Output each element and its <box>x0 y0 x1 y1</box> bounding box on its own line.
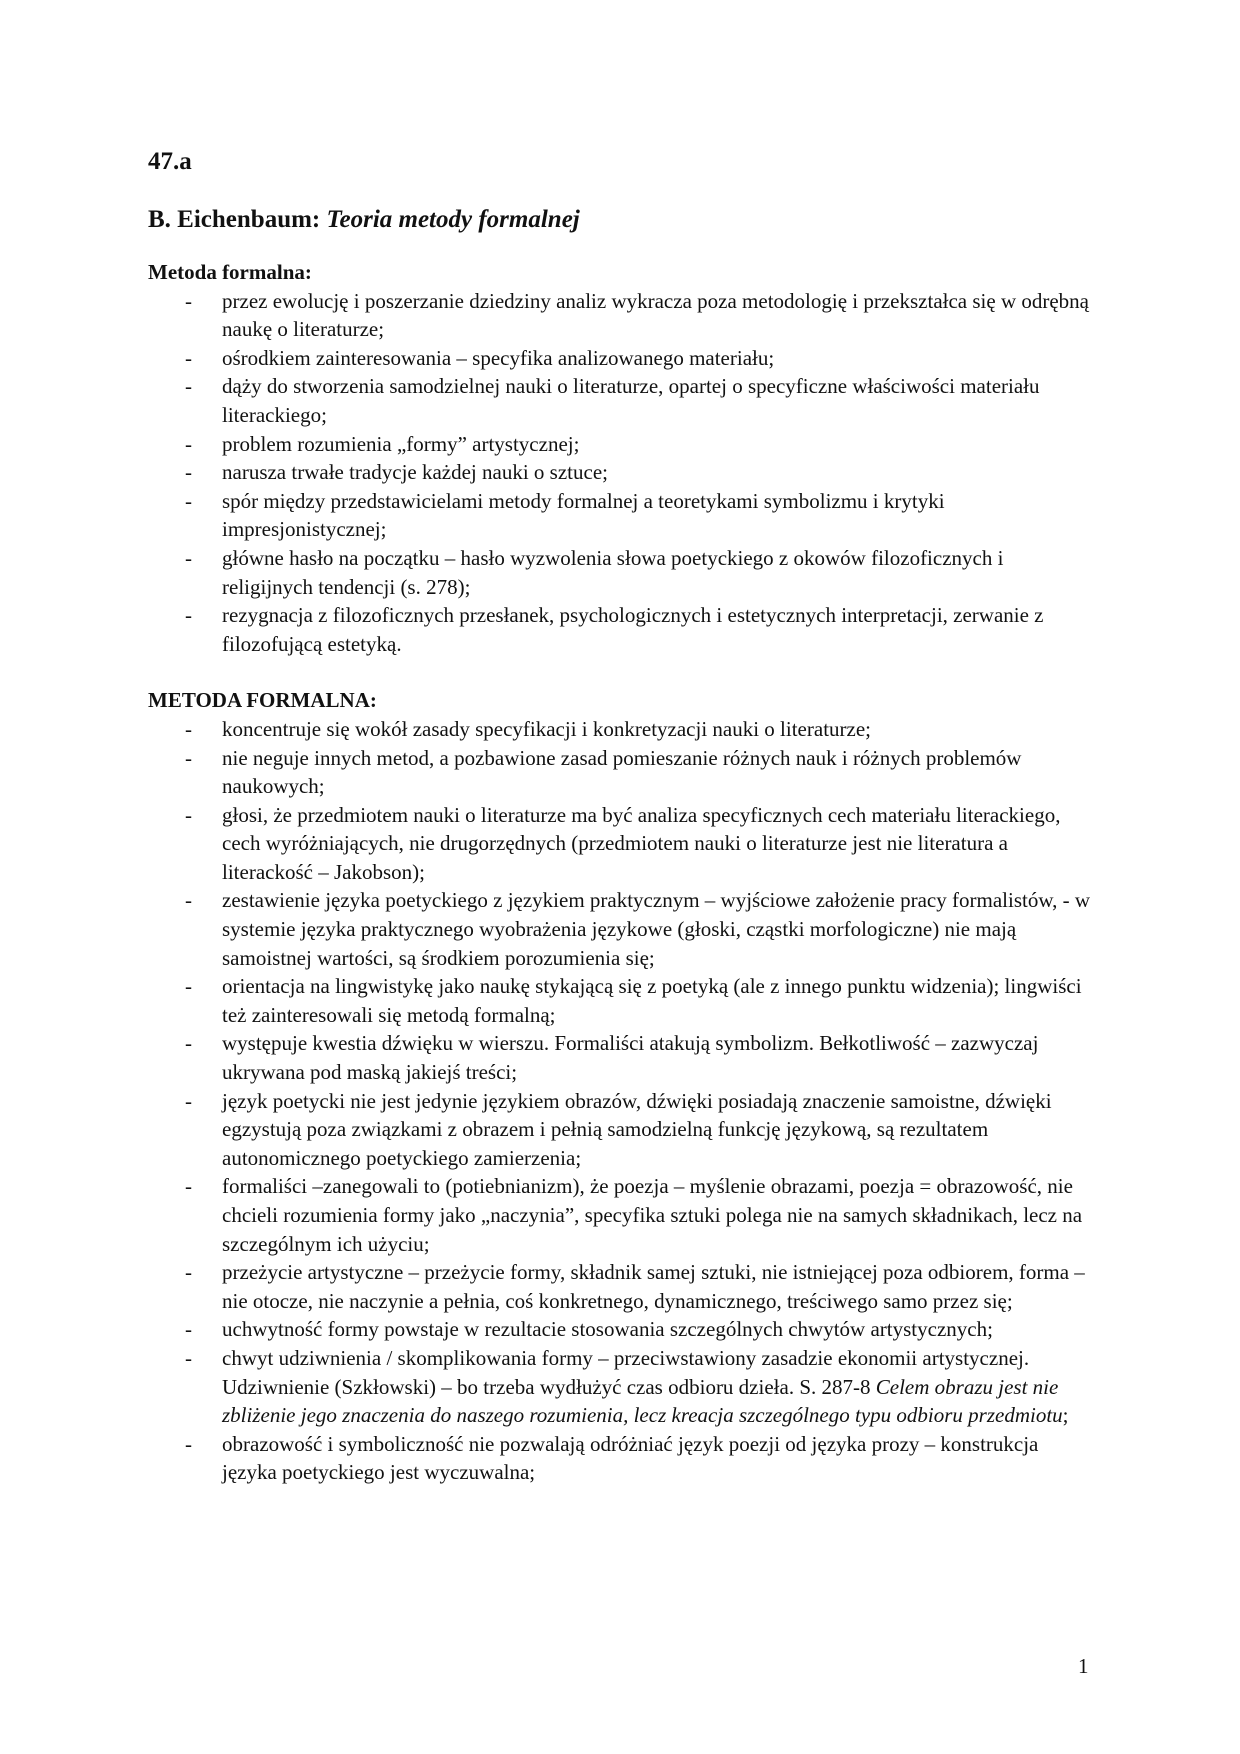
list-item-text: chwyt udziwnienia / skomplikowania formy – przeciwstawiony zasadzie ekonomii artystycznej. Udziwnienie (Szkłowski) – bo trzeba wydłużyć czas odbioru dzieła. S. 287-8 <box>222 1345 1030 1399</box>
page-content <box>148 142 1098 1487</box>
list-item-text: dąży do stworzenia samodzielnej nauki o literaturze, opartej o specyficzne właściwości materiału literackiego; <box>222 374 1040 427</box>
list-item-text: uchwytność formy powstaje w rezultacie stosowania szczególnych chwytów artystycznych; <box>222 1317 993 1342</box>
bullet-dash: - <box>185 1031 192 1056</box>
section1-list <box>148 287 1098 659</box>
italic-quote: Celem obrazu jest nie zbliżenie jego znaczenia do naszego rozumienia, lecz kreacja szczególnego typu odbioru przedmiotu <box>222 1374 1063 1428</box>
section-heading-metoda-formalna: Metoda formalna: <box>148 260 312 284</box>
list-item <box>148 801 1098 887</box>
bullet-dash: - <box>185 1088 192 1113</box>
bullet-dash: - <box>185 545 192 570</box>
bullet-dash: - <box>185 888 192 913</box>
title-work: Teoria metody formalnej <box>326 206 580 233</box>
section2-list <box>148 715 1098 1487</box>
list-item <box>148 1344 1098 1430</box>
list-item <box>148 544 1098 601</box>
list-item <box>148 1430 1098 1487</box>
list-item-text: narusza trwałe tradycje każdej nauki o sztuce; <box>222 460 608 485</box>
list-item <box>148 344 1098 373</box>
list-item <box>148 1029 1098 1086</box>
document-title <box>148 200 1098 240</box>
list-item-text: przeżycie artystyczne – przeżycie formy, składnik samej sztuki, nie istniejącej poza odbiorem, forma – nie otocze, nie naczynie a pełnia, coś konkretnego, dynamicznego, treściwego samo przez się; <box>222 1260 1085 1313</box>
list-item-text: język poetycki nie jest jedynie językiem obrazów, dźwięki posiadają znaczenie samoistne, dźwięki egzystują poza związkami z obrazem i pełnią samodzielną funkcję językową, są rezultatem autonomicznego poetyckiego zamierzenia; <box>222 1088 1052 1170</box>
page-number: 1 <box>1078 1654 1089 1678</box>
document-number: 47.a <box>148 148 192 175</box>
bullet-dash: - <box>185 802 192 827</box>
list-item <box>148 1315 1098 1344</box>
list-item <box>148 715 1098 744</box>
bullet-dash: - <box>185 374 192 399</box>
bullet-dash: - <box>185 974 192 999</box>
list-item-text: obrazowość i symboliczność nie pozwalają odróżniać język poezji od języka prozy – konstrukcja języka poetyckiego jest wyczuwalna; <box>222 1431 1039 1485</box>
list-item-text: głosi, że przedmiotem nauki o literaturze ma być analiza specyficznych cech materiału literackiego, cech wyróżniających, nie drugorzędnych (przedmiotem nauki o literaturze jest nie literatura a literackość – Jakobson); <box>222 802 1061 884</box>
list-item <box>148 372 1098 429</box>
list-item-text: orientacja na lingwistykę jako naukę stykającą się z poetyką (ale z innego punktu widzenia); lingwiści też zainteresowali się metodą formalną; <box>222 974 1082 1027</box>
bullet-dash: - <box>185 1260 192 1285</box>
bullet-dash: - <box>185 1431 192 1456</box>
bullet-dash: - <box>185 345 192 370</box>
list-item-text: rezygnacja z filozoficznych przesłanek, psychologicznych i estetycznych interpretacji, zerwanie z filozofującą estetyką. <box>222 603 1044 656</box>
list-item <box>148 744 1098 801</box>
bullet-dash: - <box>185 1345 192 1370</box>
list-item <box>148 601 1098 658</box>
list-item-text: zestawienie języka poetyckiego z językiem praktycznym – wyjściowe założenie pracy formalistów, - w systemie języka praktycznego wyobrażenia językowe (głoski, cząstki morfologiczne) nie mają samoistnej wartości, są środkiem porozumienia się; <box>222 888 1091 970</box>
bullet-dash: - <box>185 716 192 741</box>
list-item <box>148 886 1098 972</box>
bullet-dash: - <box>185 1174 192 1199</box>
list-item <box>148 458 1098 487</box>
section-heading-metoda-formalna-caps: METODA FORMALNA: <box>148 688 377 713</box>
list-item-text: ośrodkiem zainteresowania – specyfika analizowanego materiału; <box>222 345 775 370</box>
list-item <box>148 287 1098 344</box>
list-item <box>148 1087 1098 1173</box>
bullet-dash: - <box>185 488 192 513</box>
bullet-dash: - <box>185 431 192 456</box>
list-item-text: przez ewolucję i poszerzanie dziedziny analiz wykracza poza metodologię i przekształca się w odrębną naukę o literaturze; <box>222 288 1089 342</box>
list-item <box>148 1172 1098 1258</box>
bullet-dash: - <box>185 745 192 770</box>
list-item-text: problem rozumienia „formy” artystycznej; <box>222 431 580 456</box>
list-item-text: spór między przedstawicielami metody formalnej a teoretykami symbolizmu i krytyki impresjonistycznej; <box>222 488 945 542</box>
list-item-text: koncentruje się wokół zasady specyfikacji i konkretyzacji nauki o literaturze; <box>222 716 872 741</box>
list-item-text-end: ; <box>1062 1403 1069 1428</box>
list-item <box>148 430 1098 459</box>
list-item <box>148 1258 1098 1315</box>
list-item-text: nie neguje innych metod, a pozbawione zasad pomieszanie różnych nauk i różnych problemów naukowych; <box>222 745 1022 799</box>
list-item-text: formaliści –zanegowali to (potiebnianizm), że poezja – myślenie obrazami, poezja = obrazowość, nie chcieli rozumienia formy jako „naczynia”, specyfika sztuki polega nie na samych składnikach, lecz na szczególnym ich użyciu; <box>222 1174 1083 1256</box>
list-item <box>148 487 1098 544</box>
bullet-dash: - <box>185 1317 192 1342</box>
list-item-text: występuje kwestia dźwięku w wierszu. Formaliści atakują symbolizm. Bełkotliwość – zazwyczaj ukrywana pod maską jakiejś treści; <box>222 1031 1039 1085</box>
bullet-dash: - <box>185 288 192 313</box>
title-author: B. Eichenbaum: <box>148 206 327 233</box>
list-item <box>148 972 1098 1029</box>
bullet-dash: - <box>185 603 192 628</box>
list-item-text: główne hasło na początku – hasło wyzwolenia słowa poetyckiego z okowów filozoficznych i religijnych tendencji (s. 278); <box>222 545 1004 599</box>
bullet-dash: - <box>185 460 192 485</box>
